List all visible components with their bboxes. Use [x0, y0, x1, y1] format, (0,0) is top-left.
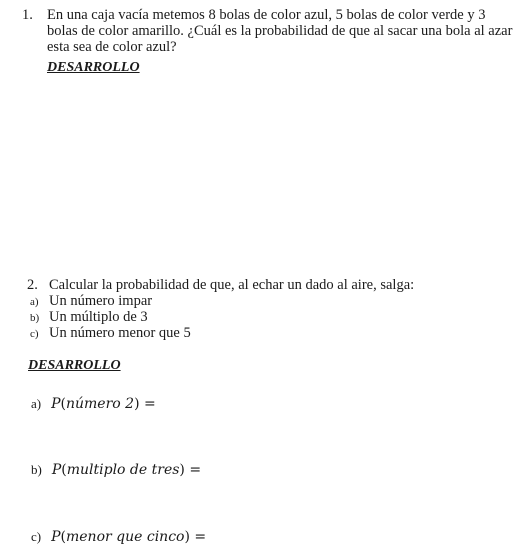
q2-number: 2.: [27, 277, 38, 293]
q2-answer-a-letter: a): [31, 396, 42, 411]
q2-item-c-text: Un número menor que 5: [49, 325, 191, 341]
q2-item-c-letter: c): [30, 328, 39, 340]
q2-answer-c: [31, 528, 206, 546]
q2-item-b-text: Un múltiplo de 3: [49, 309, 148, 325]
q1-number: 1.: [22, 7, 33, 23]
q2-item-a-text: Un número impar: [49, 293, 153, 309]
q2-item-a-letter: a): [30, 296, 39, 308]
q2-answer-b: [31, 461, 201, 479]
q2-answer-a-expr: P(número 2) =: [51, 396, 156, 412]
q2-answer-b-letter: b): [31, 462, 42, 477]
q2-text: Calcular la probabilidad de que, al echar un dado al aire, salga:: [49, 277, 415, 293]
q2-answer-c-expr: P(menor que cinco) =: [51, 529, 207, 545]
q1-desarrollo-heading: DESARROLLO: [47, 60, 140, 75]
q2-answer-a-arg: número 2: [66, 396, 135, 412]
q2-item-b-letter: b): [30, 312, 40, 324]
q1-line-1: En una caja vacía metemos 8 bolas de color azul, 5 bolas de color verde y 3: [47, 7, 486, 23]
q2-answer-a: [31, 395, 156, 413]
q2-answer-c-letter: c): [31, 529, 42, 544]
q2-answer-b-arg: multiplo de tres: [66, 462, 180, 478]
q2-answer-c-arg: menor que cinco: [66, 529, 185, 545]
q1-line-2: bolas de color amarillo. ¿Cuál es la probabilidad de que al sacar una bola al azar: [47, 23, 513, 39]
q1-line-3: esta sea de color azul?: [47, 39, 177, 55]
q2-desarrollo-heading: DESARROLLO: [28, 358, 121, 373]
q2-answer-b-expr: P(multiplo de tres) =: [51, 462, 202, 478]
